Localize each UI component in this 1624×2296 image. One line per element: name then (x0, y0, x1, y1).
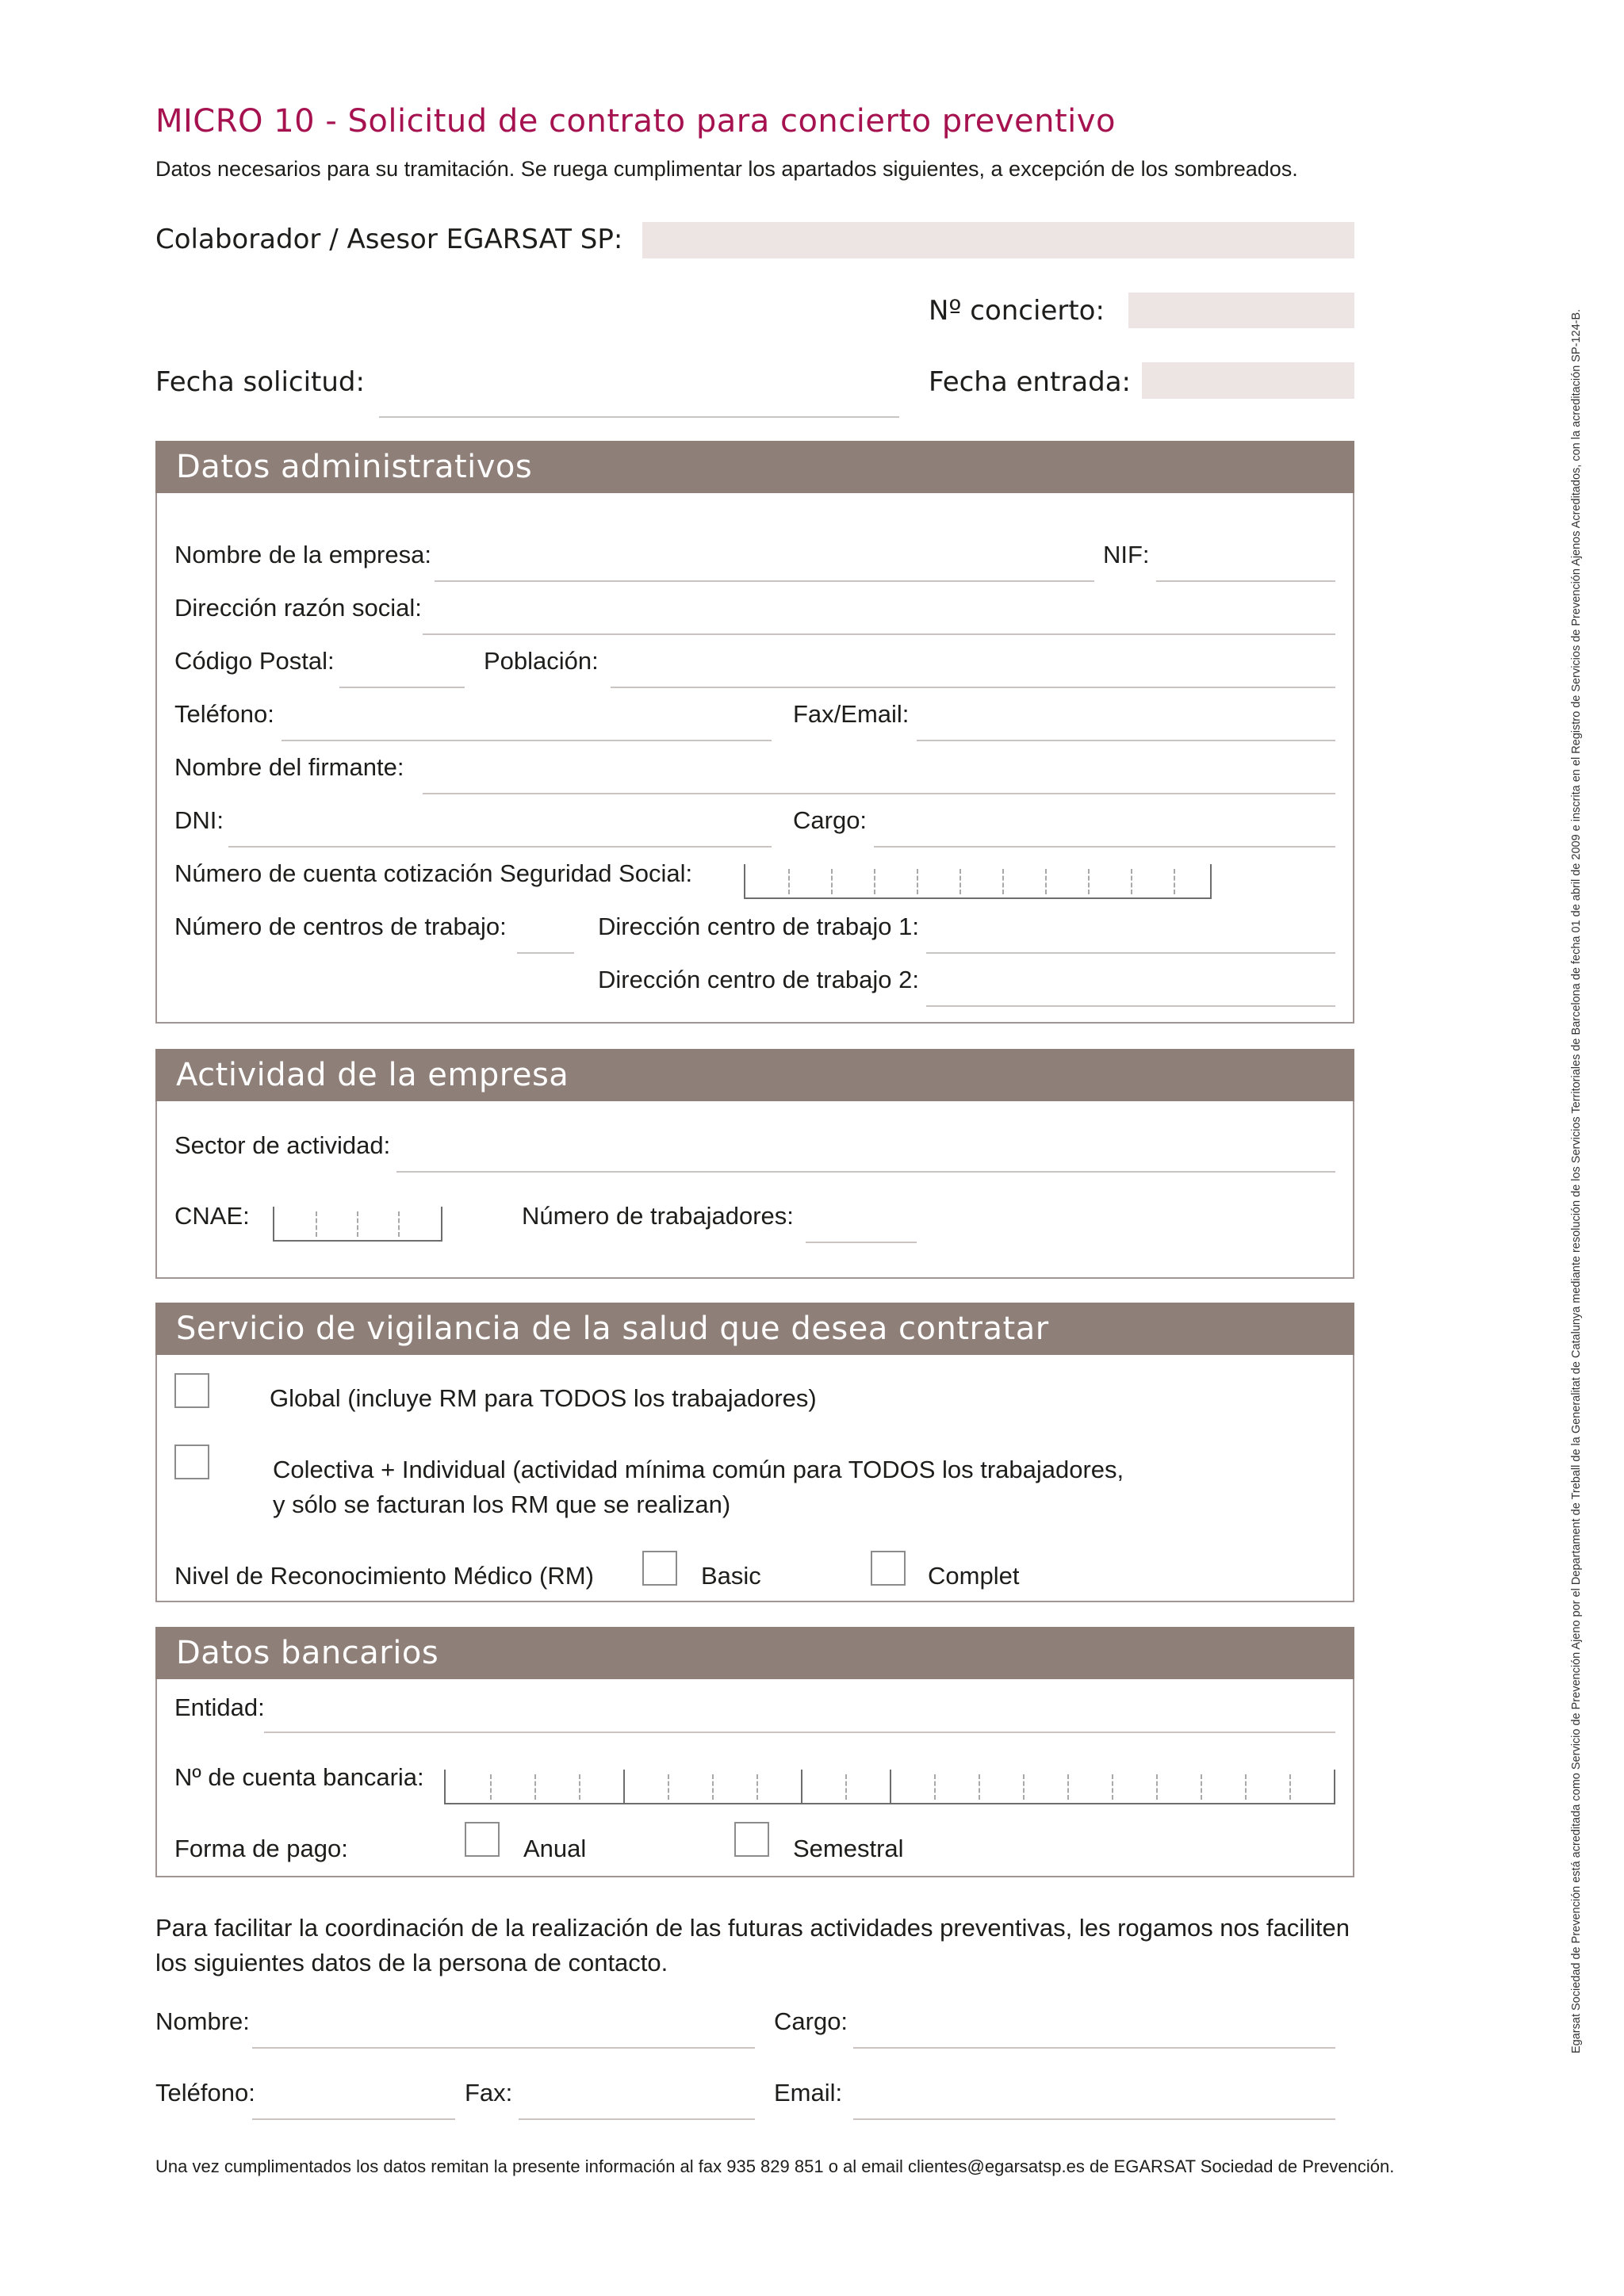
empresa-label: Nombre de la empresa: (174, 541, 431, 568)
direccion-label: Dirección razón social: (174, 594, 422, 622)
anual-label: Anual (523, 1835, 587, 1862)
dni-label: DNI: (174, 806, 224, 834)
contacto-cargo-field[interactable] (853, 2047, 1335, 2049)
entidad-label: Entidad: (174, 1693, 265, 1721)
accreditation-side-note: Egarsat Sociedad de Prevención está acreditada como Servicio de Prevención Ajeno por el Departament de Treball de la Generalitat de Catalunya mediante resolución de los Servicios Territoriales de Barcelona de fecha 01 de abril de 2009 e inscrita en el Registro de Servicios de Prevención Ajenos Acreditados, con la acreditación SP-124-B. (1570, 308, 1583, 2053)
actividad-section-title: Actividad de la empresa (155, 1049, 1354, 1101)
telefono-field[interactable] (282, 740, 772, 741)
contacto-intro (155, 1911, 1361, 1980)
cnae-label: CNAE: (174, 1202, 250, 1230)
num-centros-field[interactable] (517, 952, 574, 954)
fax-email-label: Fax/Email: (793, 700, 910, 728)
nif-field[interactable] (1156, 580, 1335, 582)
cuenta-ss-field[interactable] (744, 864, 1212, 899)
forma-pago-label: Forma de pago: (174, 1835, 348, 1862)
contacto-nombre-field[interactable] (252, 2047, 755, 2049)
sector-field[interactable] (396, 1171, 1335, 1173)
colectiva-label-line1: Colectiva + Individual (actividad mínima común para TODOS los trabajadores, (273, 1456, 1124, 1483)
fecha-entrada-field[interactable] (1142, 362, 1354, 399)
complet-checkbox[interactable] (871, 1551, 906, 1586)
nif-label: NIF: (1103, 541, 1150, 568)
dir-centro2-field[interactable] (926, 1005, 1335, 1007)
contacto-email-label: Email: (774, 2079, 843, 2107)
fecha-entrada-label: Fecha entrada: (929, 366, 1131, 398)
colectiva-checkbox[interactable] (174, 1445, 209, 1479)
basic-checkbox[interactable] (642, 1551, 677, 1586)
basic-label: Basic (701, 1562, 761, 1590)
contacto-fax-field[interactable] (519, 2118, 755, 2120)
firmante-field[interactable] (423, 793, 1335, 794)
contacto-fax-label: Fax: (465, 2079, 513, 2107)
dni-field[interactable] (228, 846, 772, 848)
cargo-field[interactable] (874, 846, 1335, 848)
num-trabajadores-label: Número de trabajadores: (522, 1202, 794, 1230)
nivel-rm-label: Nivel de Reconocimiento Médico (RM) (174, 1562, 594, 1590)
cargo-label: Cargo: (793, 806, 868, 834)
admin-section-title: Datos administrativos (155, 441, 1354, 493)
fecha-solicitud-field[interactable] (379, 416, 899, 418)
codigo-postal-label: Código Postal: (174, 647, 335, 675)
num-trabajadores-field[interactable] (806, 1242, 917, 1243)
poblacion-field[interactable] (611, 687, 1335, 688)
contacto-intro-line1: Para facilitar la coordinación de la realización de las futuras actividades preventivas, les rogamos nos faciliten (155, 1914, 1350, 1942)
colaborador-field[interactable] (642, 222, 1354, 258)
colectiva-label-line2: y sólo se facturan los RM que se realizan) (273, 1490, 731, 1518)
bancarios-section-title: Datos bancarios (155, 1627, 1354, 1679)
firmante-label: Nombre del firmante: (174, 753, 404, 781)
fax-email-field[interactable] (917, 740, 1335, 741)
form-subtitle: Datos necesarios para su tramitación. Se ruega cumplimentar los apartados siguientes, a excepción de los sombreados. (155, 157, 1298, 181)
concierto-field[interactable] (1128, 293, 1354, 328)
dir-centro1-field[interactable] (926, 952, 1335, 954)
telefono-label: Teléfono: (174, 700, 274, 728)
dir-centro1-label: Dirección centro de trabajo 1: (598, 913, 919, 940)
global-checkbox[interactable] (174, 1373, 209, 1408)
contacto-email-field[interactable] (853, 2118, 1335, 2120)
footer-note: Una vez cumplimentados los datos remitan la presente información al fax 935 829 851 o al email clientes@egarsatsp.es de EGARSAT Sociedad de Prevención. (155, 2156, 1395, 2176)
direccion-field[interactable] (423, 633, 1335, 635)
contacto-telefono-label: Teléfono: (155, 2079, 255, 2107)
num-centros-label: Número de centros de trabajo: (174, 913, 507, 940)
semestral-checkbox[interactable] (734, 1822, 769, 1857)
dir-centro2-label: Dirección centro de trabajo 2: (598, 966, 919, 993)
cuenta-bancaria-label: Nº de cuenta bancaria: (174, 1763, 424, 1791)
entidad-field[interactable] (264, 1732, 1335, 1733)
contacto-nombre-label: Nombre: (155, 2007, 250, 2035)
colaborador-label: Colaborador / Asesor EGARSAT SP: (155, 224, 623, 255)
contacto-intro-line2: los siguientes datos de la persona de contacto. (155, 1949, 668, 1976)
fecha-solicitud-label: Fecha solicitud: (155, 366, 365, 398)
empresa-field[interactable] (435, 580, 1094, 582)
vigilancia-section-title: Servicio de vigilancia de la salud que desea contratar (155, 1303, 1354, 1355)
sector-label: Sector de actividad: (174, 1131, 391, 1159)
semestral-label: Semestral (793, 1835, 904, 1862)
cnae-field[interactable] (273, 1207, 442, 1242)
contacto-telefono-field[interactable] (252, 2118, 455, 2120)
concierto-label: Nº concierto: (929, 295, 1105, 327)
codigo-postal-field[interactable] (339, 687, 465, 688)
global-label: Global (incluye RM para TODOS los trabajadores) (270, 1384, 817, 1412)
cuenta-bancaria-field[interactable] (444, 1770, 1335, 1804)
anual-checkbox[interactable] (465, 1822, 500, 1857)
complet-label: Complet (928, 1562, 1020, 1590)
cuenta-ss-label: Número de cuenta cotización Seguridad Social: (174, 859, 693, 887)
poblacion-label: Población: (484, 647, 599, 675)
form-title: MICRO 10 - Solicitud de contrato para concierto preventivo (155, 103, 1116, 140)
contacto-cargo-label: Cargo: (774, 2007, 848, 2035)
